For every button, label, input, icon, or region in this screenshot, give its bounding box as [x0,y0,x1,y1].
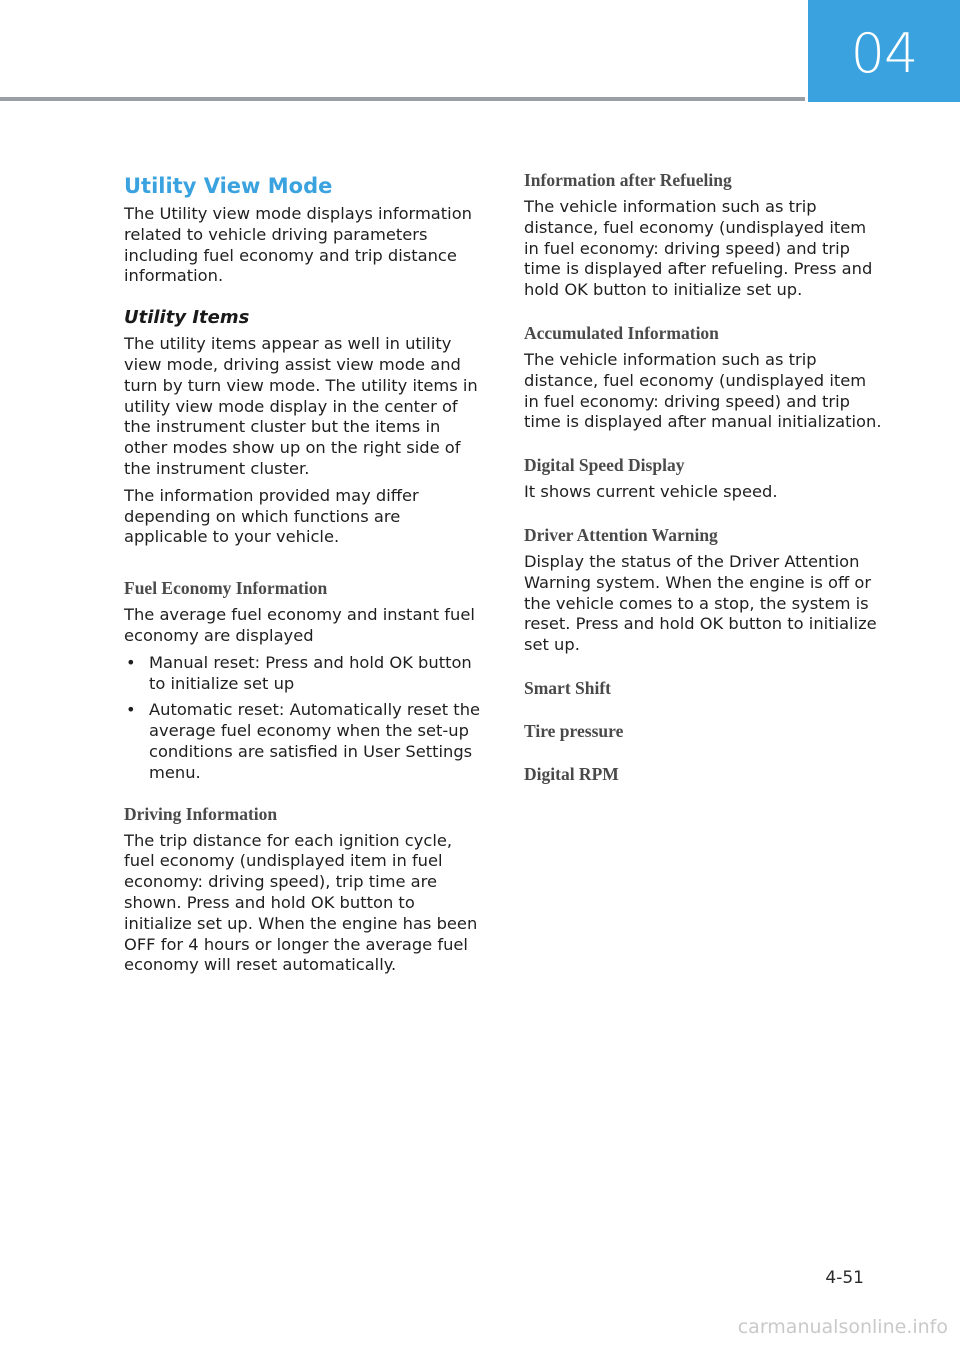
digital-speed-text: It shows current vehicle speed. [524,482,778,502]
utility-items-paragraph: The utility items appear as well in utility view mode, driving assist view mode and turn by turn view mode. The utility items in utility view mode display in the center of the instrument cluster but the items in other modes show up on the right side of the instrument cluster. [124,334,478,478]
left-column [124,170,486,982]
right-column [524,170,886,791]
driving-info-text: The trip distance for each ignition cycle, fuel economy (undisplayed item in fuel economy: driving speed), trip time are shown. Press and hold OK button to initialize set up. When the engine has been OFF for 4 hours or longer the average fuel economy will reset automatically. [124,830,478,975]
accumulated-text: The vehicle information such as trip distance, fuel economy (undisplayed item in fuel economy: driving speed) and trip time is displayed after manual initialization. [524,349,882,432]
fuel-economy-heading: Fuel Economy Information [124,578,328,599]
list-item: • Automatic reset: Automatically reset the average fuel economy when the set-up conditions are satisfied in User Settings menu. [126,700,481,782]
tire-pressure-heading: Tire pressure [524,720,624,741]
fuel-economy-text: The average fuel economy and instant fuel economy are displayed [124,605,475,645]
smart-shift-heading: Smart Shift [524,677,612,698]
driver-attention-text: Display the status of the Driver Attention Warning system. When the engine is off or the vehicle comes to a stop, the system is reset. Press and hold OK button to initialize set up. [524,551,877,655]
chapter-number: 04 [850,21,918,85]
header-rule [0,97,805,101]
accumulated-heading: Accumulated Information [524,322,719,343]
section-title: Utility View Mode [124,174,333,198]
intro-paragraph: The Utility view mode displays information related to vehicle driving parameters including fuel economy and trip distance information. [124,204,472,286]
bullet-icon: • [126,652,136,672]
availability-paragraph: The information provided may differ depending on which functions are applicable to your vehicle. [124,485,419,547]
refueling-text: The vehicle information such as trip distance, fuel economy (undisplayed item in fuel economy: driving speed) and trip time is displayed after refueling. Press and hold OK button to initialize set up. [524,197,873,300]
chapter-tab [808,0,960,102]
driver-attention-heading: Driver Attention Warning [524,524,718,545]
bullet-icon: • [126,700,136,720]
digital-rpm-heading: Digital RPM [524,763,619,784]
digital-speed-heading: Digital Speed Display [524,455,685,476]
driving-info-heading: Driving Information [124,803,278,824]
utility-items-title: Utility Items [124,307,250,329]
watermark: carmanualsonline.info [737,1316,948,1338]
reset-list [124,653,486,784]
refueling-heading: Information after Refueling [524,170,732,190]
list-item: • Manual reset: Press and hold OK button to initialize set up [126,652,472,693]
page-number: 4-51 [825,1268,864,1288]
